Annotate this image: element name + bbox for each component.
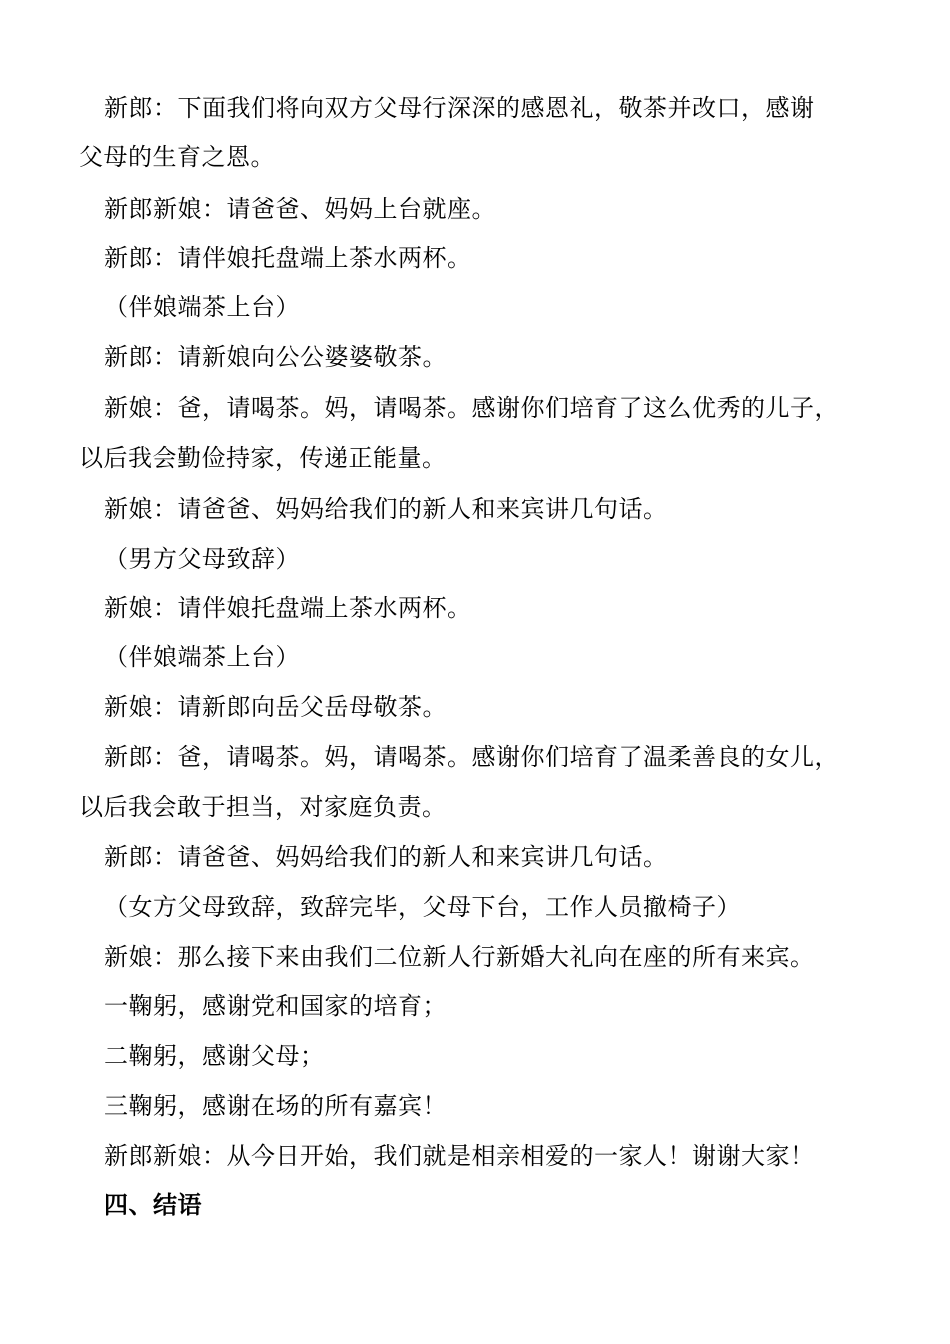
stage-direction: （伴娘端茶上台） [104,293,300,321]
paragraph-line: 新娘：请爸爸、妈妈给我们的新人和来宾讲几句话。 [104,495,668,523]
stage-direction: （伴娘端茶上台） [104,643,300,671]
paragraph-line: 新郎：爸，请喝茶。妈，请喝茶。感谢你们培育了温柔善良的女儿， [104,743,839,771]
paragraph-line: 新娘：爸，请喝茶。妈，请喝茶。感谢你们培育了这么优秀的儿子， [104,394,839,422]
paragraph-line: 新娘：那么接下来由我们二位新人行新婚大礼向在座的所有来宾。 [104,943,815,971]
paragraph-line: 三鞠躬，感谢在场的所有嘉宾！ [104,1092,447,1120]
paragraph-line: 新娘：请新郎向岳父岳母敬茶。 [104,693,447,721]
paragraph-line: 以后我会敢于担当，对家庭负责。 [79,793,447,821]
paragraph-line: 新郎：请伴娘托盘端上茶水两杯。 [104,244,472,272]
paragraph-line: 新娘：请伴娘托盘端上茶水两杯。 [104,594,472,622]
paragraph-line: 新郎新娘：请爸爸、妈妈上台就座。 [104,195,496,223]
section-heading: 四、结语 [104,1191,202,1219]
stage-direction: （男方父母致辞） [104,545,300,573]
paragraph-line: 以后我会勤俭持家，传递正能量。 [79,444,447,472]
paragraph-line: 二鞠躬，感谢父母； [104,1042,325,1070]
paragraph-line: 新郎：下面我们将向双方父母行深深的感恩礼，敬茶并改口，感谢 [104,94,815,122]
paragraph-line: 新郎新娘：从今日开始，我们就是相亲相爱的一家人！谢谢大家！ [104,1142,815,1170]
stage-direction: （女方父母致辞，致辞完毕，父母下台，工作人员撤椅子） [104,893,741,921]
paragraph-line: 新郎：请新娘向公公婆婆敬茶。 [104,343,447,371]
paragraph-line: 父母的生育之恩。 [79,143,275,171]
paragraph-line: 新郎：请爸爸、妈妈给我们的新人和来宾讲几句话。 [104,843,668,871]
paragraph-line: 一鞠躬，感谢党和国家的培育； [104,992,447,1020]
